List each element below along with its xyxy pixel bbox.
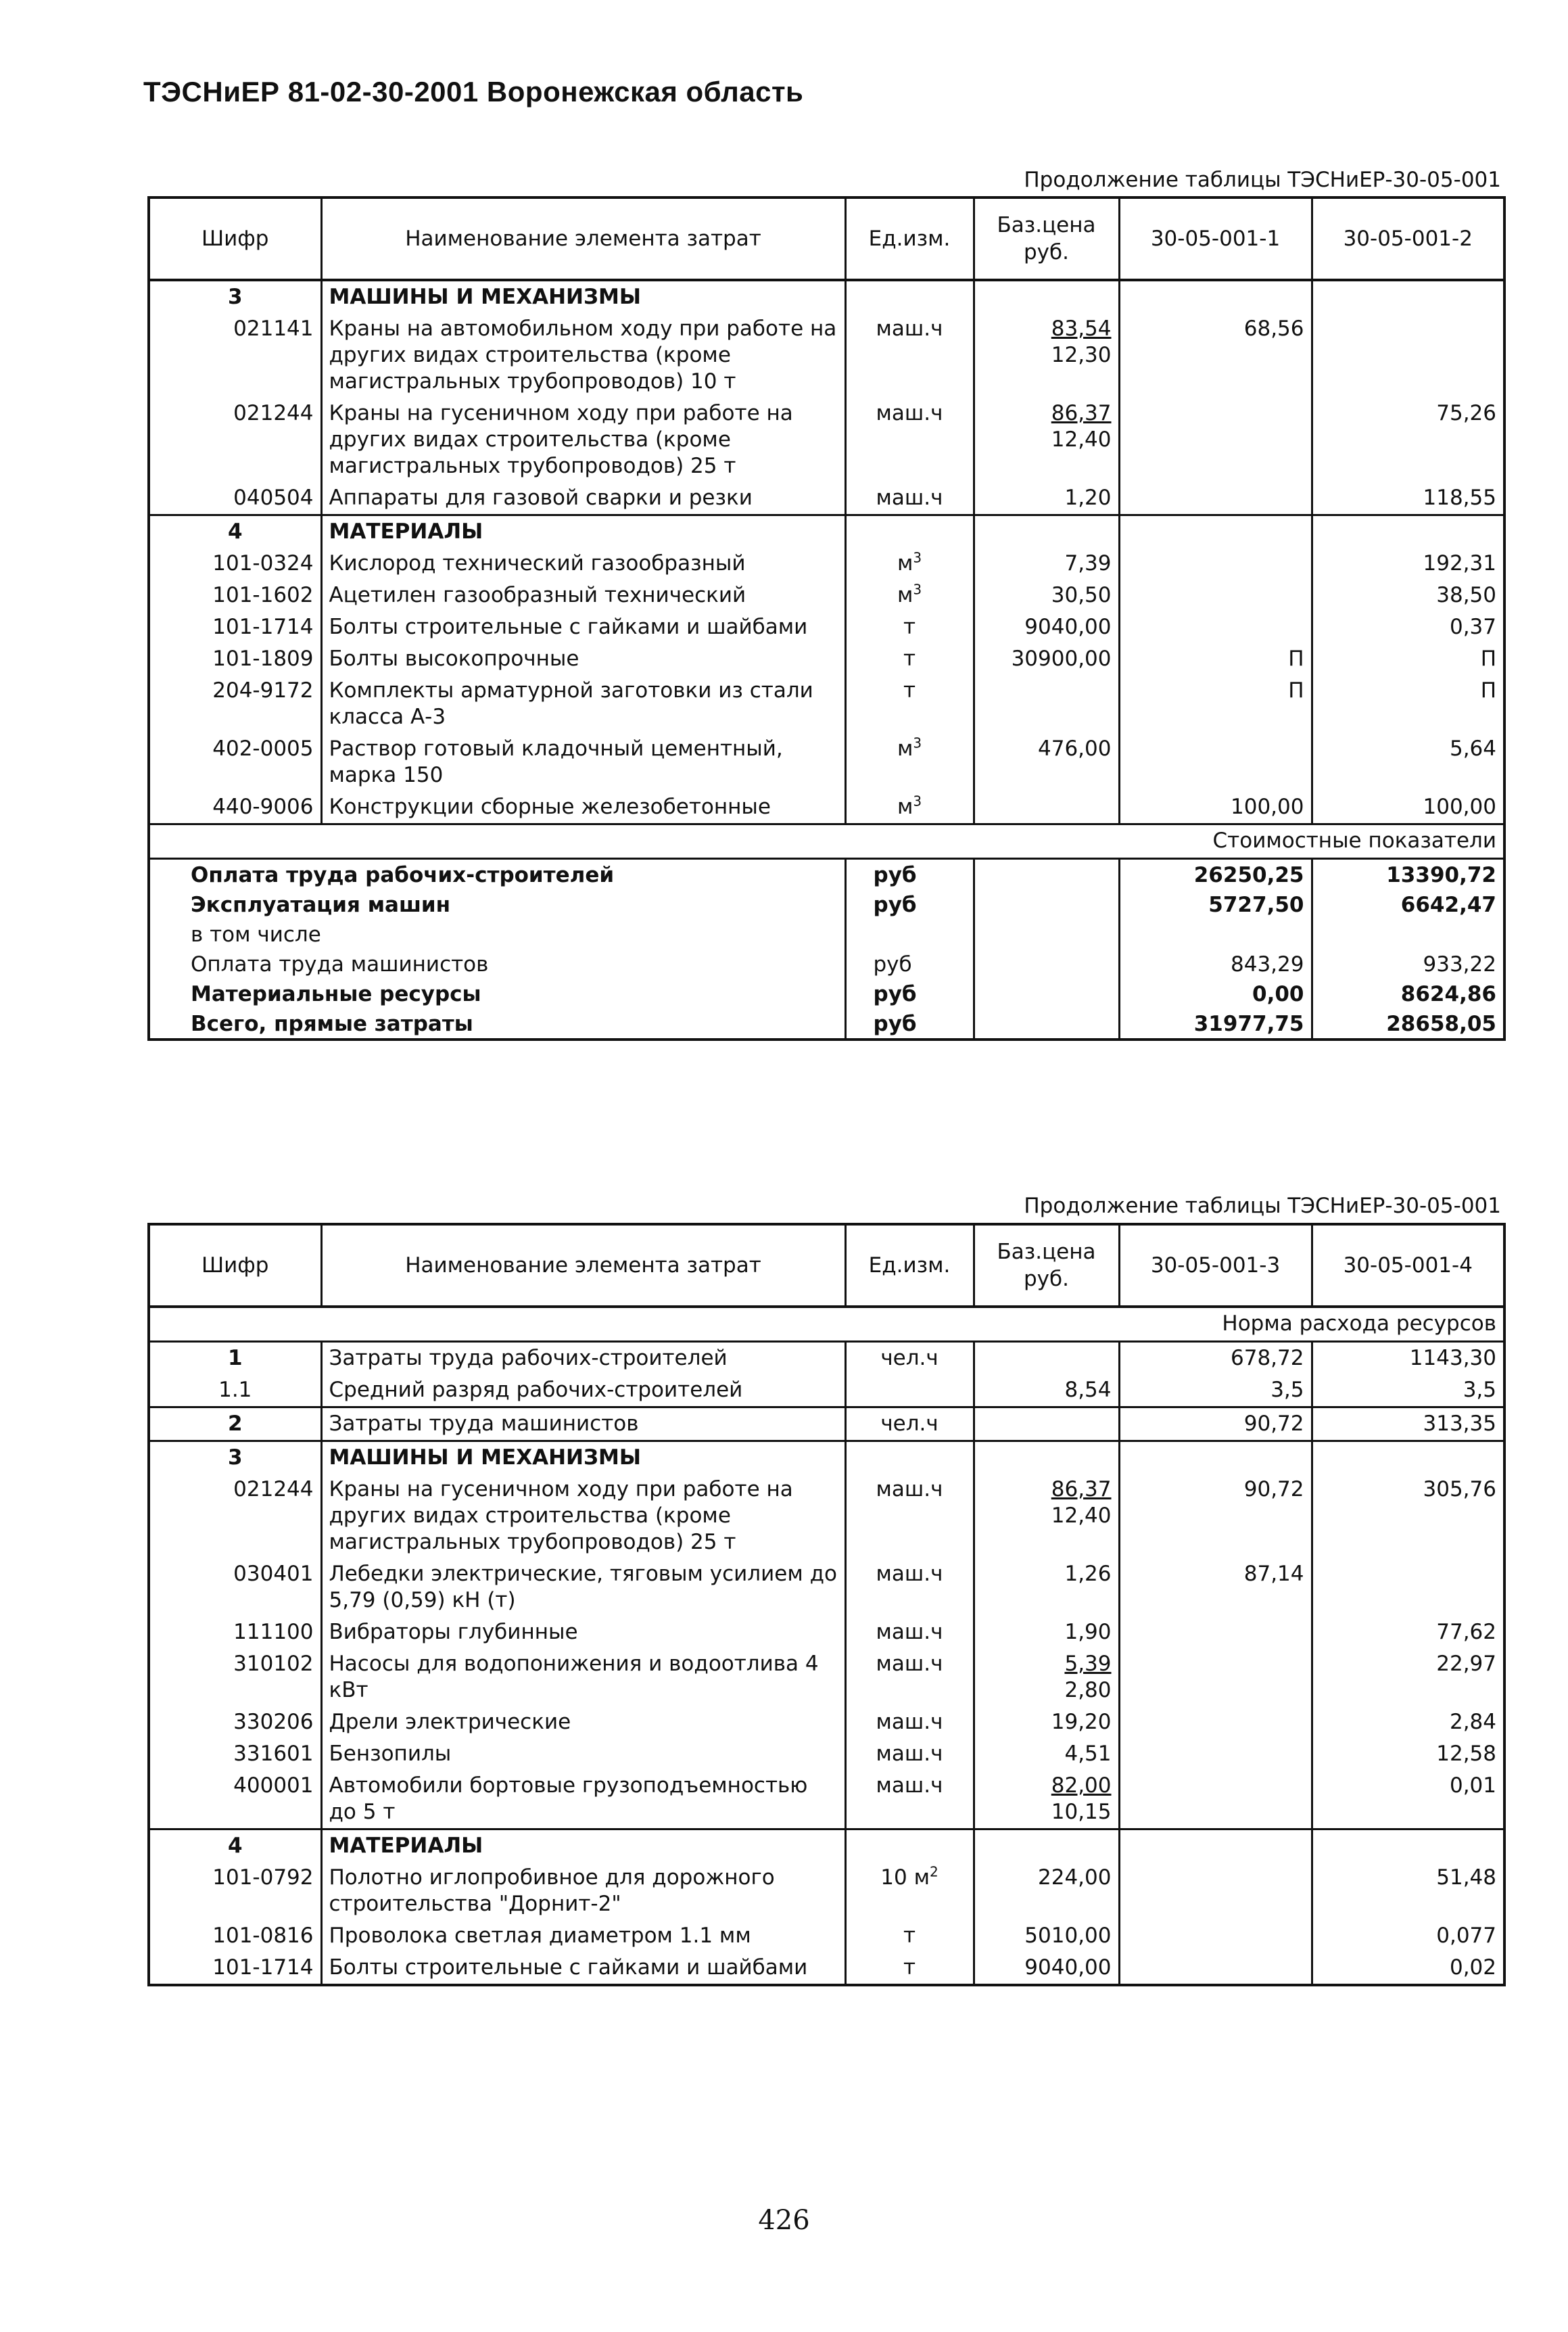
labor-name: Затраты труда рабочих-строителей [321,1342,845,1375]
empty-cell [1119,515,1312,549]
summary-value-2: 6642,47 [1400,893,1496,917]
empty-cell [974,280,1119,313]
table2-continuation: Продолжение таблицы ТЭСНиЕР-30-05-001 [1024,1194,1501,1218]
norm-value-1 [1119,580,1312,611]
resource-unit: маш.ч [845,1474,974,1558]
base-price: 5,39 [1064,1652,1112,1676]
table-row [149,548,1504,580]
norm-value-1 [1119,1862,1312,1920]
table-row [149,1648,1504,1706]
norm-value-2: 75,26 [1436,401,1496,425]
resource-unit: $м^3$ [845,548,974,580]
norm-value-1: 100,00 [1119,791,1312,824]
section-title: МАТЕРИАЛЫ [321,515,845,549]
labor-name: Средний разряд рабочих-строителей [321,1374,845,1407]
labor-value-2: 1143,30 [1409,1346,1496,1370]
resource-code: 204-9172 [149,675,321,733]
labor-row [149,1342,1504,1375]
resource-code: 440-9006 [149,791,321,824]
cost-table-2 [147,1223,1506,1986]
col-name-header: Наименование элемента затрат [321,1224,845,1307]
norm-value-1 [1119,482,1312,515]
resource-code: 030401 [149,1558,321,1616]
summary-label: Оплата труда рабочих-строителей [149,859,845,890]
summary-value-2: 8624,86 [1400,982,1496,1006]
resource-name: Комплекты арматурной заготовки из стали класса А-3 [321,675,845,733]
base-price-cell [974,1952,1119,1985]
resource-unit: маш.ч [845,313,974,398]
table-row [149,313,1504,398]
base-price-cell [974,482,1119,515]
labor-value-1: 90,72 [1119,1407,1312,1441]
norm-value-1: 90,72 [1119,1474,1312,1558]
resource-code: 101-0816 [149,1920,321,1952]
base-price-wages: 12,40 [1051,1503,1112,1528]
empty-cell [974,979,1119,1008]
col-var2-header: 30-05-001-2 [1312,197,1504,280]
resource-unit: маш.ч [845,398,974,482]
resource-code: 330206 [149,1706,321,1738]
col-var1-header: 30-05-001-3 [1119,1224,1312,1307]
section-title: МАШИНЫ И МЕХАНИЗМЫ [321,1441,845,1474]
page-number: 426 [758,2205,810,2236]
col-var2-header: 30-05-001-4 [1312,1224,1504,1307]
section-row [149,280,1504,313]
norm-value-2: 118,55 [1423,486,1496,510]
resource-unit: маш.ч [845,1706,974,1738]
base-price: 86,37 [1051,1477,1112,1501]
empty-cell [974,515,1119,549]
base-price-cell [974,611,1119,643]
norm-value-2: 51,48 [1436,1865,1496,1890]
base-price: 86,37 [1051,401,1112,425]
resource-unit: маш.ч [845,482,974,515]
labor-price [974,1342,1119,1375]
base-price-cell [974,1770,1119,1829]
base-price: 224,00 [1038,1865,1112,1890]
base-price: 476,00 [1038,737,1112,761]
empty-cell [974,889,1119,919]
labor-row [149,1374,1504,1407]
summary-value-1: 0,00 [1119,979,1312,1008]
resource-name: Краны на гусеничном ходу при работе на других видах строительства (кроме магистральных трубопроводов) 25 т [321,1474,845,1558]
norm-value-2: 5,64 [1449,737,1496,761]
resource-code: 331601 [149,1738,321,1770]
norm-value-2 [1312,313,1504,398]
col-var1-header: 30-05-001-1 [1119,197,1312,280]
empty-cell [845,1829,974,1863]
table-row [149,611,1504,643]
empty-cell [1119,1441,1312,1474]
band-row [149,1307,1504,1342]
labor-unit [845,1374,974,1407]
resource-code: 101-1714 [149,611,321,643]
empty-cell [974,919,1119,949]
labor-value-1: 3,5 [1119,1374,1312,1407]
table1-continuation: Продолжение таблицы ТЭСНиЕР-30-05-001 [1024,168,1501,192]
norm-value-2: 0,077 [1436,1923,1496,1948]
table-row [149,1920,1504,1952]
resource-unit: т [845,1952,974,1985]
resource-unit: 10 $м^2$ [845,1862,974,1920]
norm-value-1 [1119,1770,1312,1829]
summary-label: в том числе [149,919,845,949]
resource-code: 400001 [149,1770,321,1829]
resource-unit: т [845,675,974,733]
summary-value-2: 933,22 [1423,952,1496,977]
summary-value-1: 31977,75 [1119,1008,1312,1040]
labor-name: Затраты труда машинистов [321,1407,845,1441]
resource-name: Проволока светлая диаметром 1.1 мм [321,1920,845,1952]
empty-cell [1312,280,1504,313]
resource-code: 040504 [149,482,321,515]
base-price-cell [974,548,1119,580]
resource-name: Аппараты для газовой сварки и резки [321,482,845,515]
norm-value-1 [1119,1920,1312,1952]
summary-label: Эксплуатация машин [149,889,845,919]
norm-value-2: 38,50 [1436,583,1496,607]
summary-value-1 [1119,919,1312,949]
table-row [149,733,1504,791]
labor-value-1: 678,72 [1119,1342,1312,1375]
labor-value-2: 3,5 [1463,1378,1496,1402]
resource-code: 101-1602 [149,580,321,611]
table-row [149,675,1504,733]
col-price-header: Баз.цена руб. [974,1224,1119,1307]
resource-code: 101-1714 [149,1952,321,1985]
section-number: 3 [149,280,321,313]
empty-cell [1119,280,1312,313]
empty-cell [974,859,1119,890]
resource-name: Болты строительные с гайками и шайбами [321,1952,845,1985]
summary-row [149,859,1504,890]
table-row [149,1738,1504,1770]
norm-value-1 [1119,733,1312,791]
resource-name: Краны на автомобильном ходу при работе на других видах строительства (кроме магистральных трубопроводов) 10 т [321,313,845,398]
summary-value-2 [1312,919,1504,949]
empty-cell [845,515,974,549]
labor-code: 2 [149,1407,321,1441]
base-price: 19,20 [1051,1710,1112,1734]
summary-value-1: 5727,50 [1119,889,1312,919]
empty-cell [1119,1829,1312,1863]
norm-value-2: П [1480,647,1496,671]
norm-value-2: 77,62 [1436,1620,1496,1644]
summary-value-2: 28658,05 [1386,1012,1496,1036]
labor-value-2: 313,35 [1312,1407,1504,1441]
table-row [149,1706,1504,1738]
norm-value-1 [1119,548,1312,580]
section-row [149,515,1504,549]
summary-unit: руб [845,979,974,1008]
summary-row [149,949,1504,979]
cost-table-1 [147,196,1506,1041]
resource-unit: маш.ч [845,1738,974,1770]
table-row [149,643,1504,675]
resource-code: 021141 [149,313,321,398]
summary-value-2: 13390,72 [1386,863,1496,887]
base-price-wages: 10,15 [1051,1800,1112,1824]
norm-value-1 [1119,611,1312,643]
labor-code: 1 [149,1342,321,1375]
resource-unit: $м^3$ [845,733,974,791]
base-price: 30900,00 [1011,647,1112,671]
col-code-header: Шифр [149,1224,321,1307]
norm-value-1 [1119,1706,1312,1738]
summary-label: Материальные ресурсы [149,979,845,1008]
resource-code: 021244 [149,1474,321,1558]
summary-row [149,1008,1504,1040]
labor-unit: чел.ч [845,1342,974,1375]
table-row [149,1952,1504,1985]
base-price: 1,20 [1064,486,1112,510]
resource-name: Бензопилы [321,1738,845,1770]
resource-unit: т [845,611,974,643]
norm-value-2: 0,37 [1449,615,1496,639]
base-price: 7,39 [1064,551,1112,576]
resource-code: 101-1809 [149,643,321,675]
norm-value-2: 12,58 [1436,1742,1496,1766]
empty-cell [845,1441,974,1474]
base-price-cell [974,1558,1119,1616]
table-row [149,1558,1504,1616]
resource-name: Ацетилен газообразный технический [321,580,845,611]
section-number: 4 [149,515,321,549]
empty-cell [974,1829,1119,1863]
summary-label: Всего, прямые затраты [149,1008,845,1040]
norm-value-1: П [1119,643,1312,675]
norm-value-2: 2,84 [1449,1710,1496,1734]
col-code-header: Шифр [149,197,321,280]
empty-cell [1312,1441,1504,1474]
table-row [149,791,1504,824]
base-price-cell [974,1920,1119,1952]
base-price: 83,54 [1051,317,1112,341]
table-row [149,1474,1504,1558]
resource-code: 402-0005 [149,733,321,791]
norm-value-1 [1119,1738,1312,1770]
resource-code: 101-0792 [149,1862,321,1920]
resource-name: Краны на гусеничном ходу при работе на других видах строительства (кроме магистральных трубопроводов) 25 т [321,398,845,482]
norm-value-2: 0,01 [1449,1773,1496,1798]
table-row [149,482,1504,515]
resource-name: Кислород технический газообразный [321,548,845,580]
resource-name: Конструкции сборные железобетонные [321,791,845,824]
norm-value-1 [1119,1616,1312,1648]
base-price-cell [974,1616,1119,1648]
norm-value-2 [1312,1558,1504,1616]
empty-cell [1312,515,1504,549]
labor-price [974,1407,1119,1441]
resource-name: Болты высокопрочные [321,643,845,675]
base-price-cell [974,580,1119,611]
resource-unit: маш.ч [845,1558,974,1616]
labor-price: 8,54 [974,1374,1119,1407]
base-price: 30,50 [1051,583,1112,607]
norm-value-1 [1119,1648,1312,1706]
resource-unit: $м^3$ [845,791,974,824]
norm-value-2: 192,31 [1423,551,1496,576]
col-unit-header: Ед.изм. [845,1224,974,1307]
resource-name: Автомобили бортовые грузоподъемностью до 5 т [321,1770,845,1829]
norm-value-2: 100,00 [1423,795,1496,819]
col-price-header: Баз.цена руб. [974,197,1119,280]
summary-row [149,979,1504,1008]
base-price: 1,90 [1064,1620,1112,1644]
section-title: МАШИНЫ И МЕХАНИЗМЫ [321,280,845,313]
resource-code: 111100 [149,1616,321,1648]
table-row [149,1862,1504,1920]
base-price: 82,00 [1051,1773,1112,1798]
base-price-cell [974,1738,1119,1770]
table-row [149,1616,1504,1648]
base-price: 1,26 [1064,1562,1112,1586]
header-row [149,197,1504,280]
section-number: 3 [149,1441,321,1474]
header-row [149,1224,1504,1307]
resource-unit: маш.ч [845,1616,974,1648]
section-row [149,1829,1504,1863]
base-price-cell [974,733,1119,791]
labor-row [149,1407,1504,1441]
summary-unit [845,919,974,949]
base-price-cell [974,1648,1119,1706]
summary-row [149,919,1504,949]
summary-unit: руб [845,1008,974,1040]
table-row [149,580,1504,611]
resource-code: 021244 [149,398,321,482]
summary-unit: руб [845,889,974,919]
base-price-cell [974,313,1119,398]
section-row [149,1441,1504,1474]
base-price-cell [974,1862,1119,1920]
norm-value-2: 0,02 [1449,1955,1496,1980]
resource-name: Полотно иглопробивное для дорожного строительства "Дорнит-2" [321,1862,845,1920]
summary-value-1: 26250,25 [1119,859,1312,890]
empty-cell [974,949,1119,979]
base-price-wages: 12,30 [1051,343,1112,367]
band-label: Норма расхода ресурсов [149,1307,1504,1342]
summary-label: Оплата труда машинистов [149,949,845,979]
empty-cell [1312,1829,1504,1863]
base-price-wages: 12,40 [1051,427,1112,452]
labor-unit: чел.ч [845,1407,974,1441]
resource-name: Насосы для водопонижения и водоотлива 4 кВт [321,1648,845,1706]
norm-value-1 [1119,398,1312,482]
base-price-cell [974,675,1119,733]
norm-value-2: П [1480,678,1496,703]
base-price-cell [974,398,1119,482]
col-name-header: Наименование элемента затрат [321,197,845,280]
labor-code: 1.1 [149,1374,321,1407]
summary-row [149,889,1504,919]
resource-name: Дрели электрические [321,1706,845,1738]
resource-unit: маш.ч [845,1648,974,1706]
section-title: МАТЕРИАЛЫ [321,1829,845,1863]
base-price: 9040,00 [1024,615,1112,639]
col-unit-header: Ед.изм. [845,197,974,280]
empty-cell [845,280,974,313]
resource-name: Лебедки электрические, тяговым усилием до 5,79 (0,59) кН (т) [321,1558,845,1616]
summary-unit: руб [845,949,974,979]
band-label: Стоимостные показатели [149,824,1504,859]
resource-name: Вибраторы глубинные [321,1616,845,1648]
base-price-cell [974,643,1119,675]
base-price: 5010,00 [1024,1923,1112,1948]
resource-unit: $м^3$ [845,580,974,611]
summary-unit: руб [845,859,974,890]
base-price-cell [974,1474,1119,1558]
norm-value-2: 22,97 [1436,1652,1496,1676]
document-header: ТЭСНиЕР 81-02-30-2001 Воронежская область [143,76,804,108]
resource-name: Раствор готовый кладочный цементный, марка 150 [321,733,845,791]
norm-value-1 [1119,1952,1312,1985]
resource-code: 310102 [149,1648,321,1706]
base-price-cell [974,791,1119,824]
resource-unit: т [845,1920,974,1952]
resource-code: 101-0324 [149,548,321,580]
resource-name: Болты строительные с гайками и шайбами [321,611,845,643]
table-row [149,398,1504,482]
section-number: 4 [149,1829,321,1863]
band-row [149,824,1504,859]
resource-unit: маш.ч [845,1770,974,1829]
norm-value-1: 68,56 [1119,313,1312,398]
empty-cell [974,1008,1119,1040]
base-price-cell [974,1706,1119,1738]
table-row [149,1770,1504,1829]
resource-unit: т [845,643,974,675]
norm-value-2: 305,76 [1423,1477,1496,1501]
norm-value-1: 87,14 [1119,1558,1312,1616]
norm-value-1: П [1119,675,1312,733]
summary-value-1: 843,29 [1119,949,1312,979]
base-price: 4,51 [1064,1742,1112,1766]
empty-cell [974,1441,1119,1474]
base-price: 9040,00 [1024,1955,1112,1980]
base-price-wages: 2,80 [1064,1678,1112,1702]
